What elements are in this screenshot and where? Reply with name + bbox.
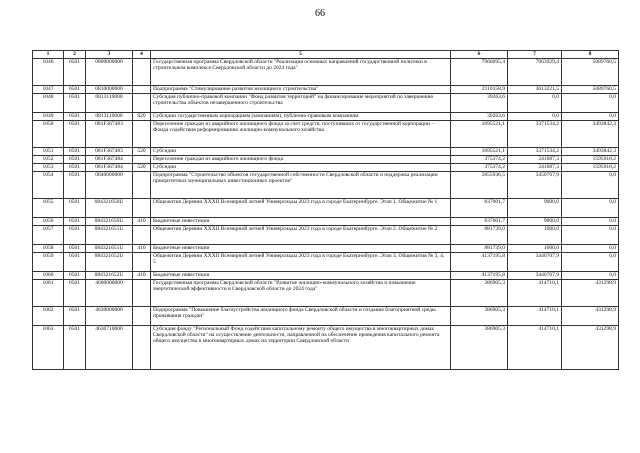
amount-col7-cell: 3371534,2 [508,121,562,148]
amount-col8-cell: 3493842,3 [562,148,619,156]
amount-col8-cell: 5089760,5 [562,86,619,94]
amount-col8-cell: 0,0 [562,253,619,272]
amount-col6-cell: 881739,0 [451,226,508,245]
row-number-cell: 1062 [33,307,64,326]
amount-col8-cell: 0,0 [562,226,619,245]
amount-col7-cell: 3371534,2 [508,148,562,156]
target-code-cell: 4630000000 [86,307,133,326]
table-row [33,272,619,280]
amount-col7-cell: 3613221,5 [508,86,562,94]
row-number-cell: 1059 [33,253,64,272]
section-code-cell: 0501 [64,172,86,199]
section-code-cell: 0501 [64,253,86,272]
table-row [33,94,619,113]
expense-type-cell [133,280,151,307]
item-name-cell: Субсидии [151,148,451,156]
amount-col6-cell: 7966095,4 [451,59,508,86]
amount-col7-cell: 1000,0 [508,226,562,245]
item-name-cell: Бюджетные инвестиции [151,218,451,226]
target-code-cell: 084321652U [86,253,133,272]
section-code-cell: 0501 [64,164,86,172]
target-code-cell: 0840000000 [86,172,133,199]
table-row [33,164,619,172]
row-number-cell: 1050 [33,121,64,148]
target-code-cell: 0800000000 [86,59,133,86]
amount-col6-cell: 375374,2 [451,156,508,164]
amount-col8-cell: 431298,9 [562,307,619,326]
item-name-cell: Общежития Деревни XXXII Всемирной летней Универсиады 2023 года в городе Екатеринбурге. Этап 2. Общежитие № 2 [151,226,451,245]
amount-col8-cell: 0,0 [562,172,619,199]
amount-col6-cell: 5855936,5 [451,172,508,199]
table-row [33,59,619,86]
section-code-cell: 0501 [64,280,86,307]
table-row [33,307,619,326]
amount-col8-cell: 1595918,2 [562,156,619,164]
row-number-cell: 1046 [33,59,64,86]
section-code-cell: 0501 [64,307,86,326]
amount-col6-cell: 386905,3 [451,307,508,326]
row-number-cell: 1058 [33,245,64,253]
section-code-cell: 0501 [64,156,86,164]
section-code-cell: 0501 [64,199,86,218]
expense-type-cell [133,94,151,113]
row-number-cell: 1051 [33,148,64,156]
amount-col6-cell: 386905,3 [451,326,508,370]
item-name-cell: Подпрограмма "Стимулирование развития жилищного строительства" [151,86,451,94]
amount-col6-cell: 39263,6 [451,94,508,113]
amount-col8-cell: 0,0 [562,199,619,218]
amount-col6-cell: 386905,3 [451,280,508,307]
section-code-cell: 0501 [64,218,86,226]
table-row [33,121,619,148]
table-row [33,245,619,253]
amount-col7-cell: 414710,1 [508,307,562,326]
item-name-cell: Переселение граждан из аварийного жилищного фонда [151,156,451,164]
item-name-cell: Подпрограмма "Строительство объектов государственной собственности Свердловской области и поддержка реализации приоритетных муниципальных инвестиционных проектов" [151,172,451,199]
amount-col7-cell: 414710,1 [508,326,562,370]
table-row [33,226,619,245]
target-code-cell: 0810000000 [86,86,133,94]
item-name-cell: Субсидия фонду "Региональный Фонд содействия капитальному ремонту общего имущества в многоквартирных домах Свердловской области" на осуществление деятельности, направленной на обеспечение проведения капитального ремонта общего имущества в многоквартирных домах на территории Свердловской области [151,326,451,370]
target-code-cell: 084321651U [86,245,133,253]
amount-col7-cell: 9000,0 [508,199,562,218]
row-number-cell: 1063 [33,326,64,370]
amount-col7-cell: 9000,0 [508,218,562,226]
section-code-cell: 0501 [64,113,86,121]
header-cell: 7 [508,51,562,59]
row-number-cell: 1061 [33,280,64,307]
section-code-cell: 0501 [64,245,86,253]
expense-type-cell: 410 [133,272,151,280]
target-code-cell: 0813110000 [86,94,133,113]
amount-col7-cell: 0,0 [508,113,562,121]
table-row [33,172,619,199]
target-code-cell: 084321652U [86,272,133,280]
row-number-cell: 1049 [33,113,64,121]
amount-col6-cell: 2110158,9 [451,86,508,94]
row-number-cell: 1047 [33,86,64,94]
amount-col6-cell: 4137195,8 [451,272,508,280]
amount-col6-cell: 1695521,1 [451,121,508,148]
amount-col6-cell: 881739,0 [451,245,508,253]
expense-type-cell: 520 [133,148,151,156]
expense-type-cell [133,59,151,86]
amount-col6-cell: 837001,7 [451,218,508,226]
row-number-cell: 1056 [33,218,64,226]
expense-type-cell [133,226,151,245]
row-number-cell: 1060 [33,272,64,280]
expense-type-cell [133,326,151,370]
table-row [33,326,619,370]
item-name-cell: Переселение граждан из аварийного жилищного фонда за счет средств, поступивших от государственной корпорации – Фонда содействия реформированию жилищно-коммунального хозяйства [151,121,451,148]
amount-col7-cell: 3440707,9 [508,272,562,280]
section-code-cell: 0501 [64,94,86,113]
target-code-cell: 4630710000 [86,326,133,370]
header-cell: 2 [64,51,86,59]
item-name-cell: Общежития Деревни XXXII Всемирной летней Универсиады 2023 года в городе Екатеринбурге. Этап 1. Общежитие № 1 [151,199,451,218]
amount-col7-cell: 241687,3 [508,164,562,172]
amount-col7-cell: 3450707,9 [508,172,562,199]
item-name-cell: Общежития Деревни XXXII Всемирной летней Универсиады 2023 года в городе Екатеринбурге. Этап 3. Общежития № 3, 4, 5 [151,253,451,272]
expense-type-cell [133,199,151,218]
table-row [33,148,619,156]
target-code-cell: 4600000000 [86,280,133,307]
target-code-cell: 0813110000 [86,113,133,121]
expense-type-cell: 410 [133,245,151,253]
table-row [33,199,619,218]
expense-type-cell [133,156,151,164]
row-number-cell: 1054 [33,172,64,199]
expense-type-cell [133,307,151,326]
item-name-cell: Бюджетные инвестиции [151,272,451,280]
expense-type-cell [133,121,151,148]
page-number: 66 [315,8,325,19]
expense-type-cell [133,86,151,94]
item-name-cell: Субсидии государственным корпорациям (компаниям), публично-правовым компаниям [151,113,451,121]
item-name-cell: Государственная программа Свердловской области "Реализация основных направлений государственной политики в строительном комплексе Свердловской области до 2024 года" [151,59,451,86]
section-code-cell: 0501 [64,86,86,94]
amount-col7-cell: 414710,1 [508,280,562,307]
amount-col6-cell: 1695521,1 [451,148,508,156]
table-row [33,113,619,121]
table-header-row [33,51,619,59]
amount-col8-cell: 1595918,2 [562,164,619,172]
item-name-cell: Бюджетные инвестиции [151,245,451,253]
item-name-cell: Подпрограмма "Повышение благоустройства жилищного фонда Свердловской области и создание благоприятной среды проживания граждан" [151,307,451,326]
expense-type-cell [133,172,151,199]
table-row [33,156,619,164]
row-number-cell: 1057 [33,226,64,245]
amount-col8-cell: 431298,9 [562,280,619,307]
item-name-cell: Субсидия публично-правовой компании "Фонд развития территорий" на финансирование мероприятий по завершению строительства объектов незавершенного строительства [151,94,451,113]
amount-col6-cell: 39263,6 [451,113,508,121]
section-code-cell: 0501 [64,326,86,370]
amount-col6-cell: 837001,7 [451,199,508,218]
item-name-cell: Государственная программа Свердловской области "Развитие жилищно-коммунального хозяйства и повышение энергетической эффективности в Свердловской области до 2024 года" [151,280,451,307]
amount-col8-cell: 431298,9 [562,326,619,370]
amount-col8-cell: 0,0 [562,94,619,113]
row-number-cell: 1052 [33,156,64,164]
table-row [33,253,619,272]
amount-col6-cell: 4137195,8 [451,253,508,272]
header-cell: 1 [33,51,64,59]
section-code-cell: 0501 [64,148,86,156]
amount-col8-cell: 0,0 [562,245,619,253]
target-code-cell: 081F367483 [86,121,133,148]
target-code-cell: 084321650U [86,199,133,218]
expense-type-cell: 820 [133,113,151,121]
row-number-cell: 1055 [33,199,64,218]
amount-col8-cell: 0,0 [562,218,619,226]
amount-col7-cell: 241687,3 [508,156,562,164]
header-cell: 5 [151,51,451,59]
table-row [33,218,619,226]
table-row [33,280,619,307]
amount-col7-cell: 0,0 [508,94,562,113]
header-cell: 3 [86,51,133,59]
section-code-cell: 0501 [64,272,86,280]
amount-col7-cell: 1000,0 [508,245,562,253]
expense-type-cell: 410 [133,218,151,226]
target-code-cell: 084321651U [86,226,133,245]
section-code-cell: 0501 [64,121,86,148]
amount-col6-cell: 375374,2 [451,164,508,172]
amount-col7-cell: 3440707,9 [508,253,562,272]
amount-col8-cell: 5089760,5 [562,59,619,86]
table-row [33,86,619,94]
target-code-cell: 081F367484 [86,156,133,164]
header-cell: 8 [562,51,619,59]
amount-col7-cell: 7063929,4 [508,59,562,86]
amount-col8-cell: 0,0 [562,272,619,280]
section-code-cell: 0501 [64,59,86,86]
header-cell: 6 [451,51,508,59]
budget-table [32,50,619,370]
target-code-cell: 081F367484 [86,164,133,172]
target-code-cell: 081F367483 [86,148,133,156]
item-name-cell: Субсидии [151,164,451,172]
amount-col8-cell: 0,0 [562,113,619,121]
expense-type-cell [133,253,151,272]
amount-col8-cell: 3493842,3 [562,121,619,148]
header-cell: 4 [133,51,151,59]
section-code-cell: 0501 [64,226,86,245]
row-number-cell: 1053 [33,164,64,172]
target-code-cell: 084321650U [86,218,133,226]
row-number-cell: 1048 [33,94,64,113]
expense-type-cell: 520 [133,164,151,172]
